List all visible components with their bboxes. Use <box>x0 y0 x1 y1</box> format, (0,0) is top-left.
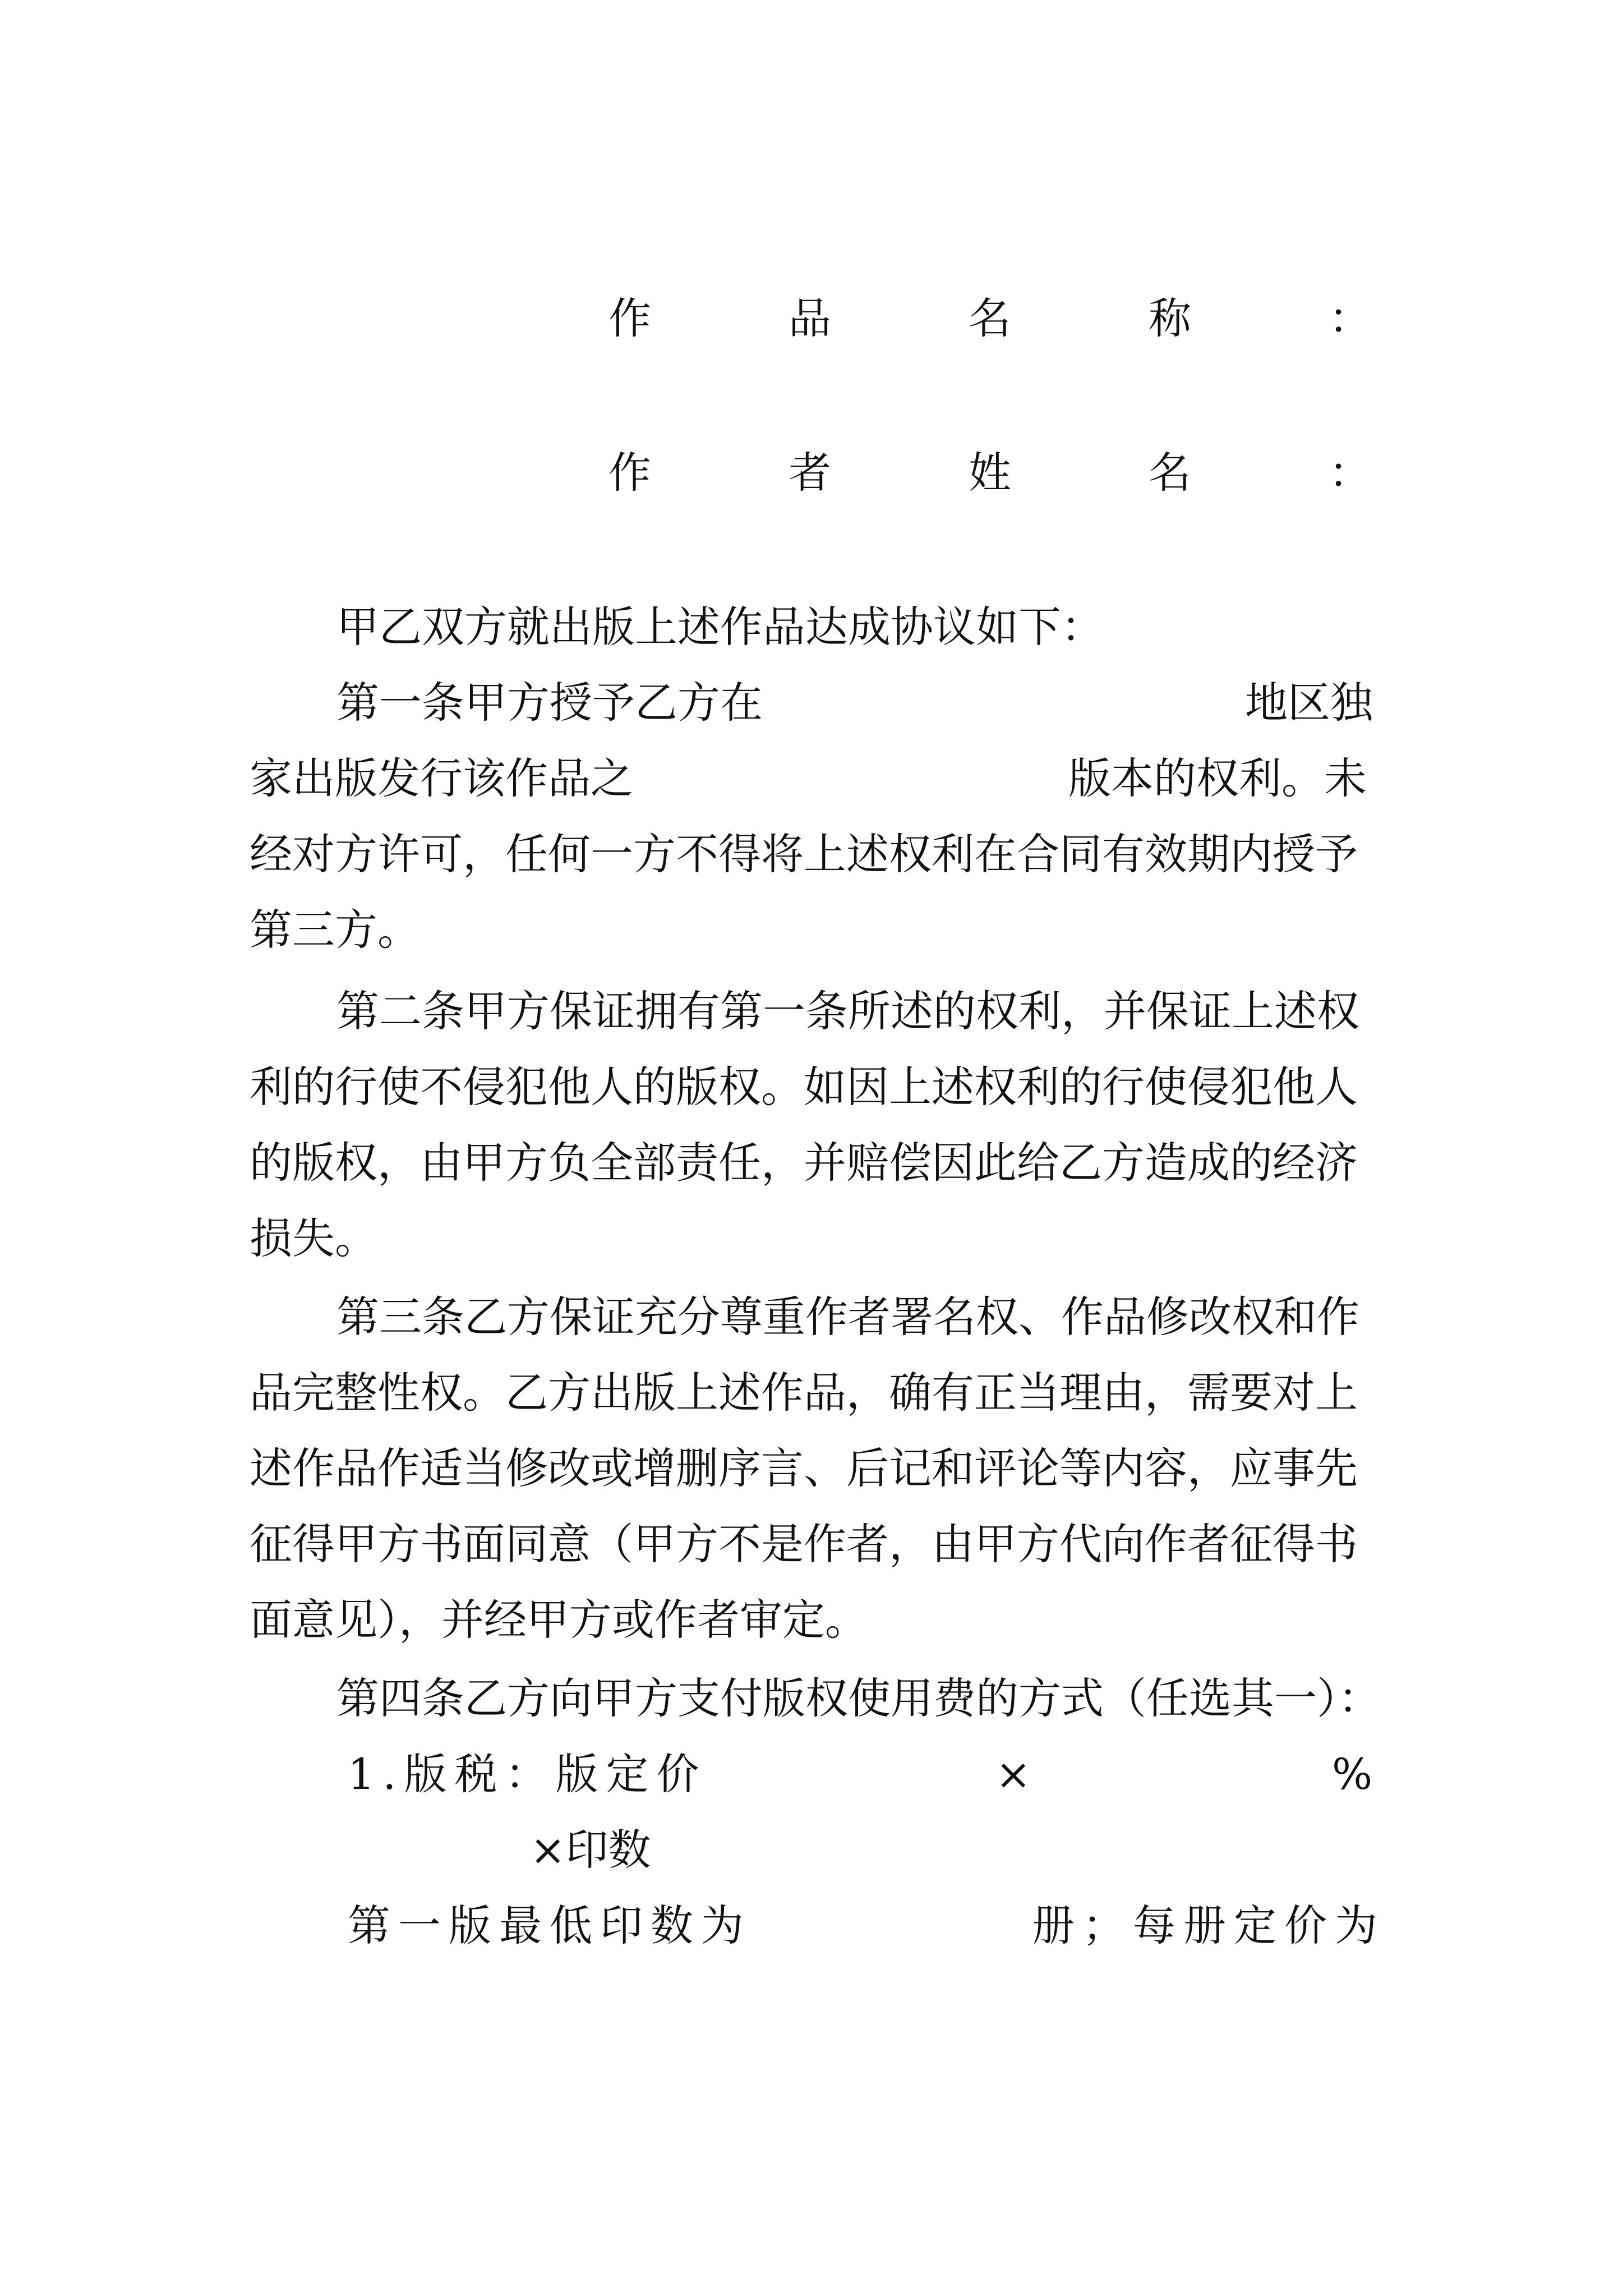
article4-line1: 第四条乙方向甲方支付版权使用费的方式（任选其一）： <box>336 1673 1381 1723</box>
author-name-char: 作 <box>608 448 651 498</box>
article3-line4: 征得甲方书面同意（甲方不是作者，由甲方代向作者征得书 <box>250 1519 1358 1569</box>
royalty-label: 1.版税：版定价 <box>348 1749 707 1799</box>
work-title-char: 名 <box>969 293 1011 343</box>
article1-line2-part2: 版本的权利。未 <box>1068 753 1367 803</box>
min-print-label: 第一版最低印数为 <box>348 1901 751 1950</box>
min-print-unit: 册；每册定价为 <box>1032 1901 1385 1950</box>
article1-line2-part1: 家出版发行该作品之 <box>250 753 633 803</box>
times-sign: × <box>995 1749 1031 1799</box>
article1-part2: 地区独 <box>1245 678 1373 728</box>
author-name-char: 名 <box>1149 448 1191 498</box>
article2-line3: 的版权，由甲方负全部责任，并赔偿因此给乙方造成的经济 <box>250 1138 1358 1188</box>
article1-part1: 第一条甲方授予乙方在 <box>336 678 763 728</box>
author-name-char: 姓 <box>969 448 1011 498</box>
article2-line4: 损失。 <box>250 1213 377 1263</box>
percent-sign: % <box>1332 1749 1373 1799</box>
work-title-char: 作 <box>608 293 651 343</box>
intro-paragraph: 甲乙双方就出版上述作品达成协议如下： <box>336 602 1104 652</box>
article1-line4: 第三方。 <box>250 905 420 955</box>
article3-line3: 述作品作适当修改或增删序言、后记和评论等内容，应事先 <box>250 1443 1358 1493</box>
article2-line2: 利的行使不侵犯他人的版权。如因上述权利的行使侵犯他人 <box>250 1062 1358 1112</box>
work-title-field <box>608 293 1371 343</box>
article3-line1: 第三条乙方保证充分尊重作者署名权、作品修改权和作 <box>336 1292 1359 1342</box>
author-name-field <box>608 448 1371 498</box>
article3-line5: 面意见），并经甲方或作者审定。 <box>250 1595 868 1645</box>
copies-label: ×印数 <box>530 1825 651 1875</box>
article3-line2: 品完整性权。乙方出版上述作品，确有正当理由，需要对上 <box>250 1368 1358 1418</box>
work-title-char: 品 <box>789 293 831 343</box>
work-title-char: 称 <box>1149 293 1191 343</box>
author-name-char: 者 <box>789 448 831 498</box>
article2-line1: 第二条甲方保证拥有第一条所述的权利，并保证上述权 <box>336 986 1359 1036</box>
author-name-char: ： <box>1329 448 1371 498</box>
work-title-char: ： <box>1329 293 1371 343</box>
article1-line3: 经对方许可，任何一方不得将上述权利在合同有效期内授予 <box>250 829 1358 879</box>
